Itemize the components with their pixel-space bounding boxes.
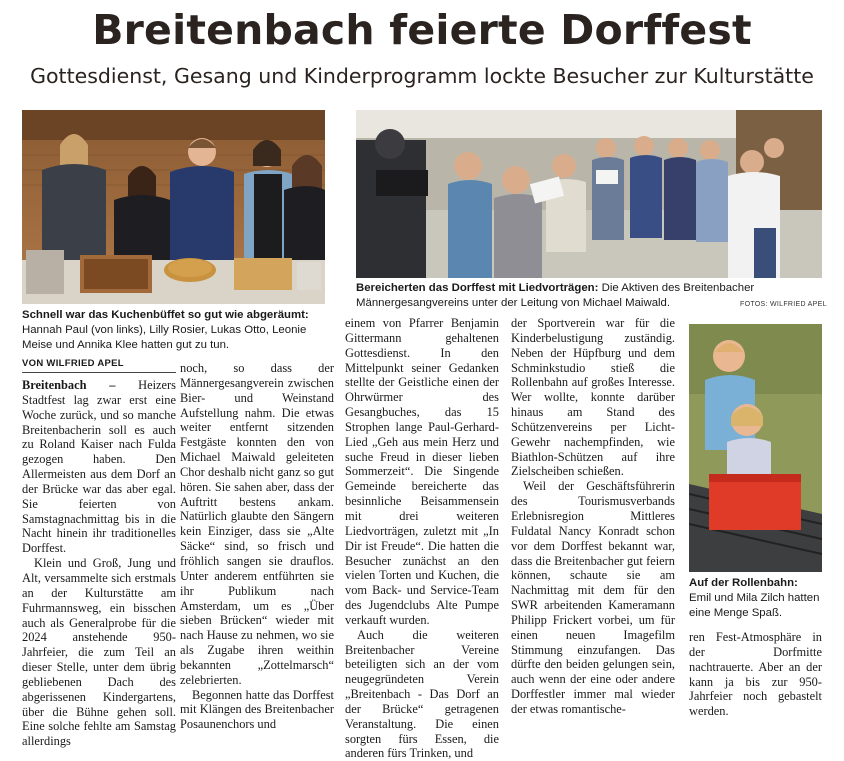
paragraph bbox=[22, 378, 176, 556]
article-column-4 bbox=[511, 316, 675, 717]
photo-cake-buffet bbox=[22, 110, 325, 304]
paragraph: der Sportverein war für die Kinderbelustigung zuständig. Neben der Hüpfburg und dem Schminkstudio stieß die Rollenbahn auf großes Interesse. Wer wollte, konnte darüber hinaus am Stand des Schützenvereins per Licht-Gewehr nachempfinden, wie Biathlon-Schützen auf ihre Zielscheiben schießen. bbox=[511, 316, 675, 479]
caption-cake-buffet-text: Hannah Paul (von links), Lilly Rosier, Lukas Otto, Leonie Meise und Annika Klee hatten gut zu tun. bbox=[22, 324, 307, 351]
caption-choir-bold: Bereicherten das Dorffest mit Liedvorträgen: bbox=[356, 282, 599, 294]
author-byline: VON WILFRIED APEL bbox=[22, 358, 176, 373]
caption-roller-track-bold: Auf der Rollenbahn: bbox=[689, 577, 798, 589]
paragraph: Begonnen hatte das Dorffest mit Klängen des Breitenbacher Posaunenchors und bbox=[180, 687, 334, 732]
paragraph: Weil der Geschäftsführerin des Tourismusverbands Erlebnisregion Mittleres Fuldatal Nancy Konradt schon vor dem Dorffest bekannt war, dass die Breitenbacher gut feiern können, schaute sie am Nachmittag mit dem für den SWR arbeitenden Kameramann Philipp Frickert vorbei, um für einen neuen Imagefilm Stimmung einzufangen. Das dürfte den beiden gelungen sein, auch wenn der eine oder andere Dorffestler immer mal wieder der etwas romantische- bbox=[511, 479, 675, 716]
photo-roller-track bbox=[689, 324, 822, 572]
paragraph: Auch die weiteren Breitenbacher Vereine beteiligten sich an der vom neugegründeten Verein „Breitenbach - Das Dorf an der Brücke“ getragenen Veranstaltung. Die einen sorgten fürs Essen, die anderen fürs Trinken, und bbox=[345, 627, 499, 761]
article-column-5 bbox=[689, 630, 822, 719]
article-column-1 bbox=[22, 378, 176, 749]
paragraph: Klein und Groß, Jung und Alt, versammelte sich erstmals an der Kulturstätte am Fuhrmannsweg, ein bisschen auch als Generalprobe für die 2024 anstehende 950-Jahrfeier, die zum Teil an dieser Stelle, unter dem übrig gebliebenen Dach des abgerissenen Kindergartens, über die Bühne gehen soll. Eine solche fehlte am Samstag allerdings bbox=[22, 556, 176, 749]
paragraph-text: Heizers Stadtfest lag zwar erst eine Woche zurück, und so manche Breitenbacherin soll es auch zu Roland Kaiser nach Fulda gezogen haben. Den Allermeisten aus dem Dorf an der Brücke war das aber egal. Sie feierten von Samstagnachmittag bis in die Nacht hinein ihr traditionelles Dorffest. bbox=[22, 378, 176, 556]
dateline: Breitenbach – bbox=[22, 378, 116, 392]
headline: Breitenbach feierte Dorffest bbox=[92, 6, 752, 54]
photo-choir bbox=[356, 110, 822, 278]
paragraph: ren Fest-Atmosphäre in der Dorfmitte nachtrauerte. Aber an der kann ja bis zur 950-Jahrfeier noch gebastelt werden. bbox=[689, 630, 822, 719]
caption-cake-buffet-bold: Schnell war das Kuchenbüffet so gut wie abgeräumt: bbox=[22, 309, 309, 321]
caption-roller-track bbox=[689, 576, 822, 621]
subheadline: Gottesdienst, Gesang und Kinderprogramm lockte Besucher zur Kulturstätte bbox=[30, 64, 814, 88]
caption-roller-track-text: Emil und Mila Zilch hatten eine Menge Spaß. bbox=[689, 592, 820, 619]
paragraph: noch, so dass der Männergesangverein zwischen Bier- und Weinstand Aufstellung nahm. Die etwas weiter entfernt sitzenden Festgäste konnten den von Michael Maiwald geleiteten Chor deshalb nicht ganz so gut hören. Sie sahen aber, dass der Auftritt bestens ankam. Natürlich glaubte den Sängern kein Einziger, dass sie „Alte Säcke“ sind, so frisch und fröhlich sangen sie drauflos. Unter anderem entführten sie ihr Publikum nach Amsterdam, um es „Über sieben Brücken“ wieder mit nach Hause zu nehmen, wo sie als Zugabe ihren weithin bekannten „Zottelmarsch“ zelebrierten. bbox=[180, 361, 334, 687]
paragraph: einem von Pfarrer Benjamin Gittermann gehaltenen Gottesdienst. In den Mittelpunkt seiner Gedanken stellte der Geistliche einen der Ohrwürmer des Gesangbuches, das 15 Strophen lange Paul-Gerhard-Lied „Geh aus mein Herz und suche Freud in dieser lieben Sommerzeit“. Die Singende Gemeinde bereicherte das besinnliche Beisammensein mit drei weiteren Liedvorträgen, zuletzt mit „In Dir ist Freude“. Die hatten die Besucher zunächst an den vielen Torten und Kuchen, die vom Back- und Service-Team des Jugendclubs Alte Pumpe verkauft wurden. bbox=[345, 316, 499, 627]
photo-credit: FOTOS: WILFRIED APEL bbox=[740, 301, 827, 308]
caption-choir-text: Die Aktiven des Breitenbacher Männergesangvereins unter der Leitung von Michael Maiwald. bbox=[356, 282, 755, 309]
article-column-3 bbox=[345, 316, 499, 761]
caption-cake-buffet bbox=[22, 308, 327, 353]
article-column-2 bbox=[180, 361, 334, 732]
